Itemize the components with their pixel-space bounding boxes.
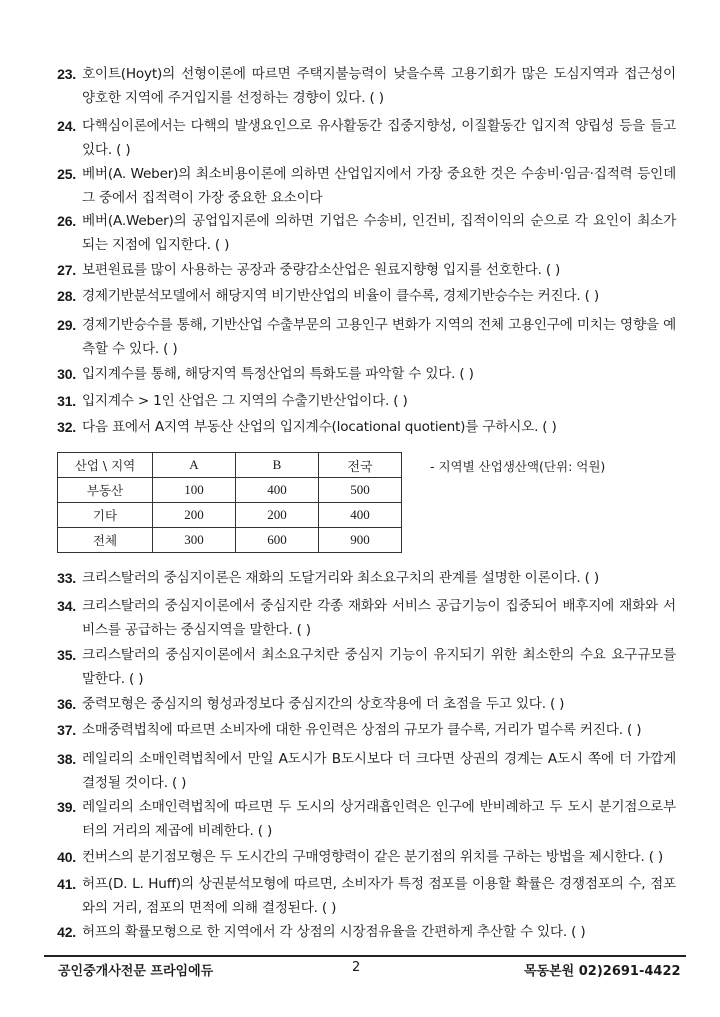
question-39	[24, 795, 676, 843]
question-number: 36.	[57, 696, 76, 712]
question-30	[24, 362, 676, 386]
footer-divider	[44, 955, 686, 957]
page-number: 2	[352, 960, 361, 975]
table-cell: 100	[153, 478, 236, 503]
question-31	[24, 389, 676, 413]
table-row	[58, 503, 402, 528]
table-cell: 900	[319, 528, 402, 553]
question-number: 33.	[57, 570, 76, 586]
question-number: 34.	[57, 598, 76, 614]
table-cell: 600	[236, 528, 319, 553]
question-text: 다음 표에서 A지역 부동산 산업의 입지계수(locational quotient)를 구하시오. ( )	[82, 419, 557, 435]
table-header-cell: 전국	[319, 453, 402, 478]
table-cell: 부동산	[58, 478, 153, 503]
question-text: 입지계수 > 1인 산업은 그 지역의 수출기반산업이다. ( )	[82, 393, 408, 409]
question-29	[24, 313, 676, 361]
question-42	[24, 920, 676, 944]
question-number: 41.	[57, 876, 76, 892]
question-number: 23.	[57, 66, 76, 82]
question-number: 27.	[57, 262, 76, 278]
table-unit-note: - 지역별 산업생산액(단위: 억원)	[430, 459, 606, 474]
question-38	[24, 747, 676, 795]
question-text: 베버(A.Weber)의 공업입지론에 의하면 기업은 수송비, 인건비, 집적이익의 순으로 각 요인이 최소가 되는 지점에 입지한다. ( )	[82, 213, 676, 253]
question-number: 37.	[57, 722, 76, 738]
table-cell: 200	[236, 503, 319, 528]
question-number: 25.	[57, 166, 76, 182]
question-text: 보편원료를 많이 사용하는 공장과 중량감소산업은 원료지향형 입지를 선호한다. ( )	[82, 262, 561, 278]
table-cell: 200	[153, 503, 236, 528]
question-34	[24, 594, 676, 642]
question-27	[24, 258, 676, 282]
question-number: 28.	[57, 288, 76, 304]
question-number: 35.	[57, 647, 76, 663]
question-32	[24, 415, 676, 439]
table-header-cell: A	[153, 453, 236, 478]
question-text: 레일리의 소매인력법칙에서 만일 A도시가 B도시보다 더 크다면 상권의 경계는 A도시 쪽에 더 가깝게 결정될 것이다. ( )	[82, 751, 676, 791]
question-text: 호이트(Hoyt)의 선형이론에 따르면 주택지불능력이 낮을수록 고용기회가 많은 도심지역과 접근성이 양호한 지역에 주거입지를 선정하는 경향이 있다. ( )	[82, 66, 676, 106]
question-text: 다핵심이론에서는 다핵의 발생요인으로 유사활동간 집중지향성, 이질활동간 입지적 양립성 등을 들고 있다. ( )	[82, 118, 676, 158]
question-35	[24, 643, 676, 691]
table-cell: 기타	[58, 503, 153, 528]
question-number: 42.	[57, 924, 76, 940]
question-text: 레일리의 소매인력법칙에 따르면 두 도시의 상거래흡인력은 인구에 반비례하고 두 도시 분기점으로부터의 거리의 제곱에 비례한다. ( )	[82, 799, 676, 839]
question-40	[24, 845, 676, 869]
question-number: 31.	[57, 393, 76, 409]
table-cell: 400	[236, 478, 319, 503]
footer-publisher: 공인중개사전문 프라임에듀	[58, 964, 214, 979]
question-number: 26.	[57, 213, 76, 229]
question-number: 38.	[57, 751, 76, 767]
industry-data-table	[57, 452, 402, 553]
question-text: 경제기반분석모델에서 해당지역 비기반산업의 비율이 클수록, 경제기반승수는 커진다. ( )	[82, 288, 599, 304]
question-text: 컨버스의 분기점모형은 두 도시간의 구매영향력이 같은 분기점의 위치를 구하는 방법을 제시한다. ( )	[82, 849, 664, 865]
question-number: 24.	[57, 118, 76, 134]
question-36	[24, 692, 676, 716]
table-row	[58, 528, 402, 553]
question-number: 30.	[57, 366, 76, 382]
question-37	[24, 718, 676, 742]
question-text: 크리스탈러의 중심지이론은 재화의 도달거리와 최소요구치의 관계를 설명한 이론이다. ( )	[82, 570, 599, 586]
question-25	[24, 162, 676, 210]
question-number: 32.	[57, 419, 76, 435]
question-26	[24, 209, 676, 257]
table-cell: 400	[319, 503, 402, 528]
question-28	[24, 284, 676, 308]
question-text: 베버(A. Weber)의 최소비용이론에 의하면 산업입지에서 가장 중요한 것은 수송비·임금·집적력 등인데 그 중에서 집적력이 가장 중요한 요소이다	[82, 166, 676, 206]
footer-contact: 목동본원 02)2691-4422	[524, 964, 681, 979]
question-23	[24, 62, 676, 110]
question-text: 중력모형은 중심지의 형성과정보다 중심지간의 상호작용에 더 초점을 두고 있다. ( )	[82, 696, 565, 712]
question-number: 29.	[57, 317, 76, 333]
question-text: 허프(D. L. Huff)의 상권분석모형에 따르면, 소비자가 특정 점포를 이용할 확률은 경쟁점포의 수, 점포와의 거리, 점포의 면적에 의해 결정된다. ( )	[82, 876, 676, 916]
question-text: 입지계수를 통해, 해당지역 특정산업의 특화도를 파악할 수 있다. ( )	[82, 366, 474, 382]
question-text: 경제기반승수를 통해, 기반산업 수출부문의 고용인구 변화가 지역의 전체 고용인구에 미치는 영향을 예측할 수 있다. ( )	[82, 317, 676, 357]
table-row	[58, 478, 402, 503]
table-cell: 500	[319, 478, 402, 503]
question-number: 39.	[57, 799, 76, 815]
question-41	[24, 872, 676, 920]
table-cell: 전체	[58, 528, 153, 553]
question-text: 허프의 확률모형으로 한 지역에서 각 상점의 시장점유율을 간편하게 추산할 수 있다. ( )	[82, 924, 586, 940]
question-text: 크리스탈러의 중심지이론에서 중심지란 각종 재화와 서비스 공급기능이 집중되어 배후지에 재화와 서비스를 공급하는 중심지역을 말한다. ( )	[82, 598, 676, 638]
question-33	[24, 566, 676, 590]
table-cell: 300	[153, 528, 236, 553]
table-header-row	[58, 453, 402, 478]
question-text: 크리스탈러의 중심지이론에서 최소요구치란 중심지 기능이 유지되기 위한 최소한의 수요 요구규모를 말한다. ( )	[82, 647, 676, 687]
question-text: 소매중력법칙에 따르면 소비자에 대한 유인력은 상점의 규모가 클수록, 거리가 멀수록 커진다. ( )	[82, 722, 642, 738]
table-header-cell: B	[236, 453, 319, 478]
table-header-cell: 산업 \ 지역	[58, 453, 153, 478]
question-number: 40.	[57, 849, 76, 865]
question-24	[24, 114, 676, 162]
